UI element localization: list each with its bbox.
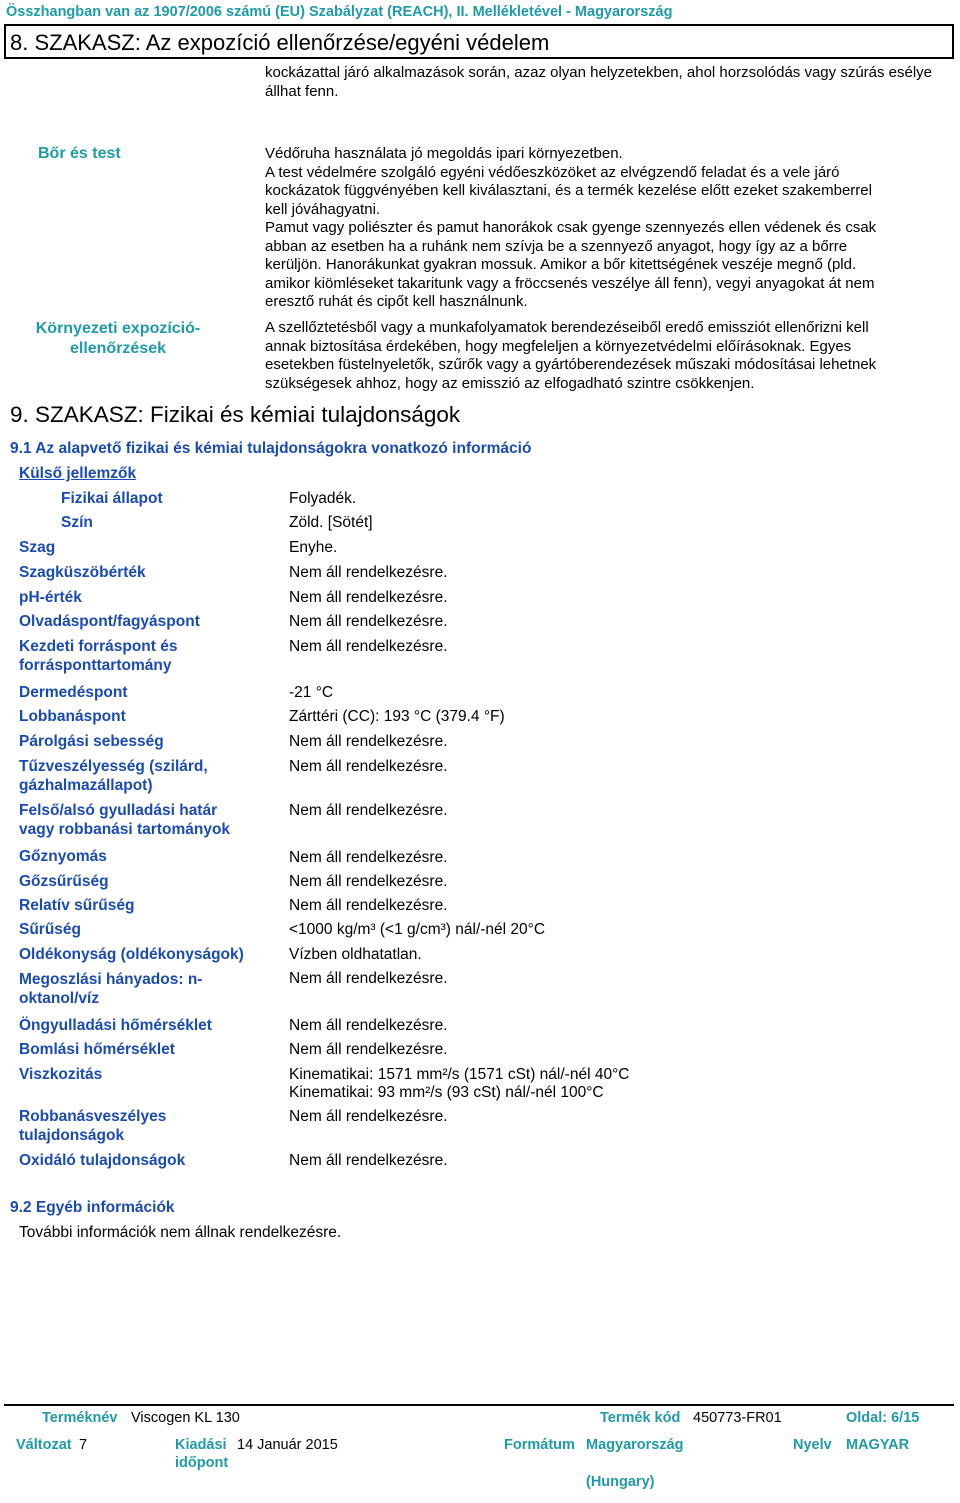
property-value: Nem áll rendelkezésre. <box>289 638 448 655</box>
property-value: Nem áll rendelkezésre. <box>289 733 448 750</box>
format-value: Magyarország <box>586 1437 684 1453</box>
physical-state-value: Folyadék. <box>289 490 357 507</box>
property-value: Nem áll rendelkezésre. <box>289 1017 448 1034</box>
section8-title: 8. SZAKASZ: Az expozíció ellenőrzése/egyéni védelem <box>10 30 550 55</box>
skin-body-label: Bőr és test <box>38 145 121 162</box>
property-label: Olvadáspont/fagyáspont <box>19 613 200 630</box>
property-value: Nem áll rendelkezésre. <box>289 613 448 630</box>
other-info-text: További információk nem állnak rendelkezésre. <box>19 1224 342 1241</box>
skin-body-line: amikor kiömléseket takaritunk vagy a fröccsenés veszélye áll fenn), vegyi anyagokat át nem <box>265 274 875 292</box>
product-code-label: Termék kód <box>600 1410 681 1426</box>
external-characteristics-label: Külső jellemzők <box>19 465 137 482</box>
property-label: pH-érték <box>19 589 82 606</box>
product-name-label: Terméknév <box>42 1410 118 1426</box>
property-value: -21 °C <box>289 684 334 701</box>
issue-date-label-line2: időpont <box>175 1455 229 1471</box>
env-exposure-label <box>28 319 208 359</box>
property-label: Dermedéspont <box>19 684 128 701</box>
property-label: Szag <box>19 539 56 556</box>
property-label: Felső/alsó gyulladási határ vagy robbanási tartományok <box>19 802 231 838</box>
property-label: Öngyulladási hőmérséklet <box>19 1017 212 1034</box>
env-line: annak biztosítása érdekében, hogy megfeleljen a környezetvédelmi előírásoknak. Egyes <box>265 337 852 355</box>
property-label: Párolgási sebesség <box>19 733 164 750</box>
skin-body-text <box>265 145 955 312</box>
page-number: Oldal: 6/15 <box>846 1410 920 1426</box>
property-label: Oldékonyság (oldékonyságok) <box>19 946 244 963</box>
issue-date-label: Kiadási <box>175 1437 227 1453</box>
env-line: esetekben füstelnyeletők, szűrők vagy a gyártóberendezések műszaki módosításai lehetnek <box>265 356 877 373</box>
env-exposure-text <box>265 319 955 393</box>
physical-state-label: Fizikai állapot <box>61 490 163 507</box>
env-label-line: ellenőrzések <box>69 340 167 357</box>
version-label: Változat <box>16 1437 72 1453</box>
skin-body-line: kell jóváhagyatni. <box>265 200 381 218</box>
property-label: Tűzveszélyesség (szilárd, gázhalmazállapot) <box>19 758 208 794</box>
property-label: Szagküszöbérték <box>19 564 146 581</box>
property-label: Gőzsűrűség <box>19 873 109 890</box>
regulation-header: Összhangban van az 1907/2006 számú (EU) Szabályzat (REACH), II. Mellékletével - Magyarország <box>6 4 673 20</box>
property-label: Megoszlási hányados: n-oktanol/víz <box>19 971 203 1007</box>
section9-title: 9. SZAKASZ: Fizikai és kémiai tulajdonságok <box>10 402 461 427</box>
property-value: Nem áll rendelkezésre. <box>289 897 448 914</box>
property-label: Viszkozitás <box>19 1066 103 1083</box>
section8-continued-text: kockázattal járó alkalmazások során, azaz olyan helyzetekben, ahol horzsolódás vagy szúrás esélye állhat fenn. <box>265 64 933 100</box>
footer-divider <box>4 1404 954 1406</box>
property-label: Sűrűség <box>19 921 82 938</box>
property-value: Nem áll rendelkezésre. <box>289 849 448 866</box>
viscosity-value-line2: Kinematikai: 93 mm²/s (93 cSt) nál/-nél 100°C <box>289 1084 604 1101</box>
subsection-9-1-title: 9.1 Az alapvető fizikai és kémiai tulajdonságokra vonatkozó információ <box>10 440 532 457</box>
property-label: Robbanásveszélyes tulajdonságok <box>19 1108 167 1144</box>
skin-body-line: A test védelmére szolgáló egyéni védőeszközöket az elvégzendő feladat és a vele járó <box>265 163 840 181</box>
env-line: szükségesek ahhoz, hogy az emisszió az elfogadható szintre csökkenjen. <box>265 374 755 392</box>
color-value: Zöld. [Sötét] <box>289 514 373 531</box>
section8-title-box <box>4 24 954 59</box>
property-value: Nem áll rendelkezésre. <box>289 970 448 987</box>
language-label: Nyelv <box>793 1437 832 1453</box>
property-value: Zárttéri (CC): 193 °C (379.4 °F) <box>289 708 505 725</box>
property-value: Nem áll rendelkezésre. <box>289 564 448 581</box>
env-line: A szellőztetésből vagy a munkafolyamatok berendezéseiből eredő emissziót ellenőrizni kell <box>265 319 869 336</box>
skin-body-line: kockázatok függvényében kell kiválasztani, és a termék kezelése előtt ezeket szakemberrel <box>265 182 872 199</box>
property-value: Vízben oldhatatlan. <box>289 946 422 963</box>
format-label: Formátum <box>504 1437 575 1453</box>
format-value-line2: (Hungary) <box>586 1474 655 1490</box>
product-code-value: 450773-FR01 <box>693 1410 782 1426</box>
property-value: Enyhe. <box>289 539 338 556</box>
property-value: <1000 kg/m³ (<1 g/cm³) nál/-nél 20°C <box>289 921 546 938</box>
property-value: Nem áll rendelkezésre. <box>289 1152 448 1169</box>
property-value: Nem áll rendelkezésre. <box>289 1041 448 1058</box>
property-value: Kinematikai: 1571 mm²/s (1571 cSt) nál/-nél 40°C <box>289 1066 630 1083</box>
property-value: Nem áll rendelkezésre. <box>289 873 448 890</box>
skin-body-line: Védőruha használata jó megoldás ipari környezetben. <box>265 145 623 162</box>
property-value: Nem áll rendelkezésre. <box>289 802 448 819</box>
property-value: Nem áll rendelkezésre. <box>289 1108 448 1125</box>
skin-body-line: Pamut vagy poliészter és pamut hanorákok csak gyenge szennyezés ellen védenek és csak <box>265 219 877 236</box>
language-value: MAGYAR <box>846 1437 910 1453</box>
skin-body-line: kerüljön. Hanorákunkat gyakran mossuk. Amikor a bőr kitettségének veszéje megnő (pld. <box>265 256 857 273</box>
product-name-value: Viscogen KL 130 <box>131 1410 240 1426</box>
property-value: Nem áll rendelkezésre. <box>289 758 448 775</box>
property-label: Lobbanáspont <box>19 708 126 725</box>
property-label: Kezdeti forráspont és forrásponttartomány <box>19 638 178 674</box>
property-label: Relatív sűrűség <box>19 897 135 914</box>
version-value: 7 <box>79 1437 88 1453</box>
property-value: Nem áll rendelkezésre. <box>289 589 448 606</box>
color-label: Szín <box>61 514 93 531</box>
skin-body-line: abban az esetben ha a ruhánk nem szívja be a szennyező anyagot, hogy így az a bőrre <box>265 237 848 255</box>
issue-date-value: 14 Január 2015 <box>237 1437 338 1453</box>
skin-body-line: eresztő ruhát és cipőt kell használnunk. <box>265 293 528 310</box>
property-label: Oxidáló tulajdonságok <box>19 1152 186 1169</box>
property-label: Gőznyomás <box>19 848 107 865</box>
env-label-line: Környezeti expozíció- <box>35 320 201 337</box>
property-label: Bomlási hőmérséklet <box>19 1041 175 1058</box>
subsection-9-2-title: 9.2 Egyéb információk <box>10 1199 175 1216</box>
